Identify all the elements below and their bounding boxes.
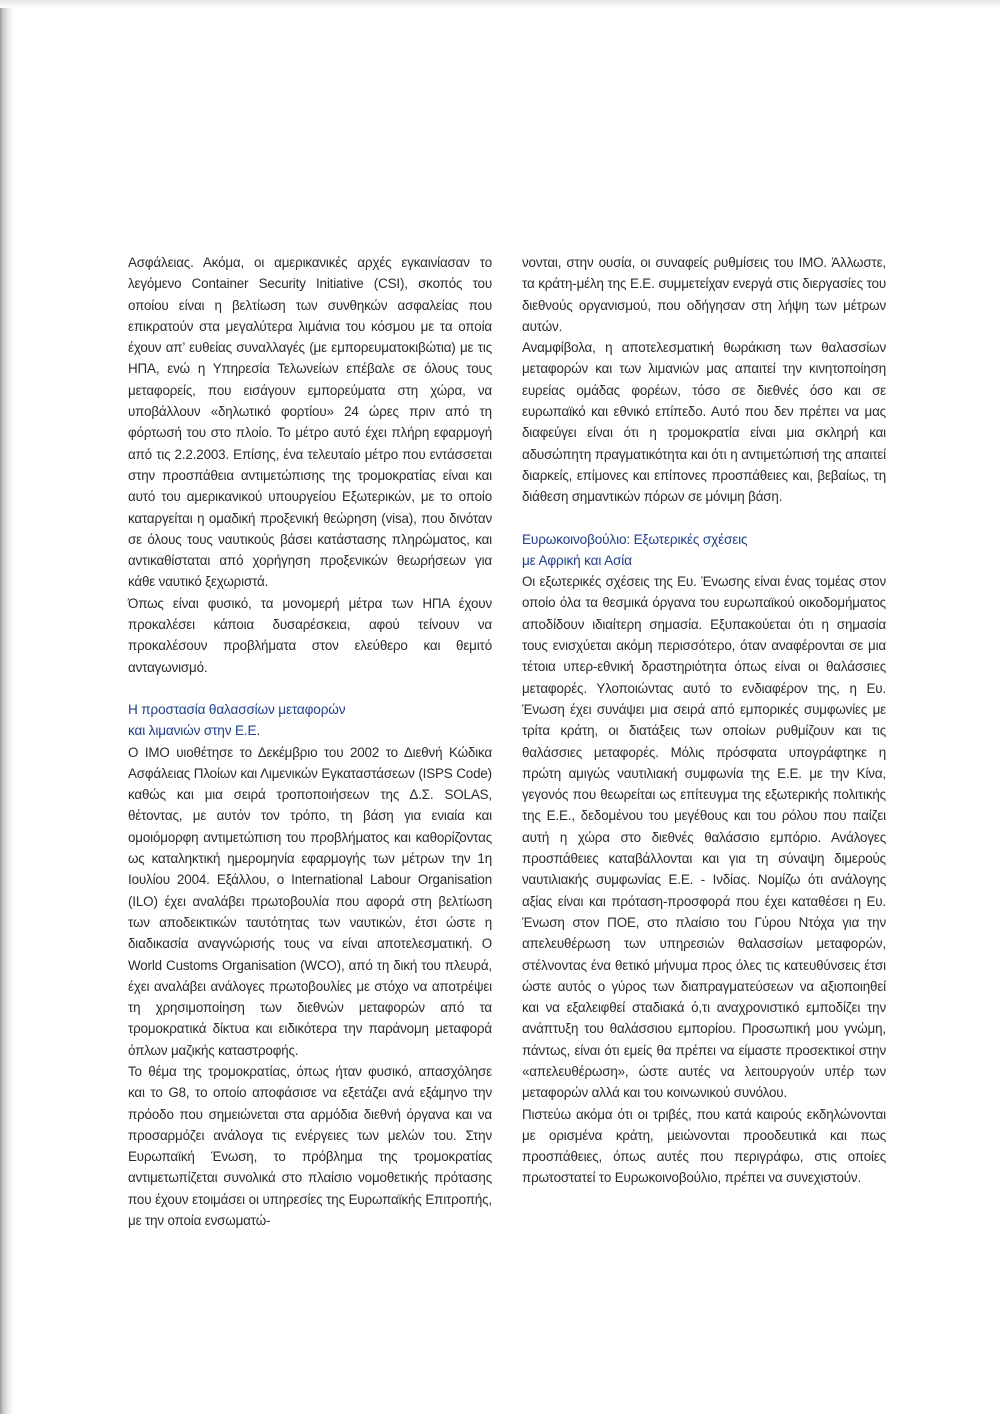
left-column — [128, 252, 492, 1231]
section-heading-line: και λιμανιών στην Ε.Ε. — [128, 723, 261, 739]
body-paragraph: Πιστεύω ακόμα ότι οι τριβές, που κατά καιρούς εκδηλώνονται με ορισμένα κράτη, μειώνονται προοδευτικά και πως προσπάθειες, όπως αυτές που περιγράφω, στις οποίες πρωτοστατεί το Ευρωκοινοβούλιο, πρέπει να συνεχιστούν. — [522, 1106, 886, 1186]
body-paragraph: νονται, στην ουσία, οι συναφείς ρυθμίσεις του ΙΜΟ. Άλλωστε, τα κράτη-μέλη της Ε.Ε. συμμετείχαν ενεργά στις διεργασίες του διεθνούς οργανισμού, που οδήγησαν στη λήψη των μέτρων αυτών. — [522, 255, 886, 334]
section-spacer — [128, 678, 492, 699]
body-paragraph: Όπως είναι φυσικό, τα μονομερή μέτρα των ΗΠΑ έχουν προκαλέσει κάποια δυσαρέσκεια, αφού τείνουν να προκαλέσουν προβλήματα στον ελεύθερο και θεμιτό ανταγωνισμό. — [128, 595, 492, 675]
body-paragraph: Αναμφίβολα, η αποτελεσματική θωράκιση των θαλασσίων μεταφορών και των λιμανιών μας απαιτεί την κινητοποίηση ευρείας ομάδας φορέων, τόσο σε διεθνές όσο και σε ευρωπαϊκό και εθνικό επίπεδο. Αυτό που δεν πρέπει να μας διαφεύγει είναι ότι η τρομοκρατία είναι μια σκληρή και αδυσώπητη πραγματικότητα και ότι η αντιμετώπισή της απαιτεί διαρκείς, επίμονες και επίπονες προσπάθειες και, βεβαίως, τη διάθεση σημαντικών πόρων σε μόνιμη βάση. — [522, 340, 886, 505]
body-paragraph: Ασφάλειας. Ακόμα, οι αμερικανικές αρχές εγκαινίασαν το λεγόμενο Container Security Initiative (CSI), σκοπός του οποίου είναι η βελτίωση των συνθηκών ασφαλείας που επικρατούν στα μεγαλύτερα λιμάνια του κόσμου με τα οποία έχουν απ’ ευθείας συναλλαγές (με εμπορευματοκιβώτια) με τις ΗΠΑ, ενώ η Υπηρεσία Τελωνείων επέβαλε σε όλους τους μεταφορείς, που εισάγουν εμπορεύματα στη χώρα, να υποβάλλουν «δηλωτικό φορτίου» 24 ώρες πριν από τη φόρτωσή του στο πλοίο. Το μέτρο αυτό έχει πλήρη εφαρμογή από τις 2.2.2003. Επίσης, ένα τελευταίο μέτρο που εντάσσεται στην προσπάθεια αντιμετώπισης της τρομοκρατίας είναι και αυτό του αμερικανικού υπουργείου Εξωτερικών, με το οποίο καταργείται η ομαδική προξενική θεώρηση (visa), που δινόταν σε όλους τους ναυτικούς βάσει κατάστασης πληρώματος, και αντικαθίσταται από χορήγηση προξενικών θεωρήσεων για κάθε ναυτικό ξεχωριστά. — [128, 255, 492, 590]
right-column — [522, 252, 886, 1189]
section-spacer — [522, 508, 886, 529]
scan-shadow-edge — [0, 0, 14, 1414]
body-paragraph: Οι εξωτερικές σχέσεις της Ευ. Ένωσης είναι ένας τομέας στον οποίο όλα τα θεσμικά όργανα του ευρωπαϊκού οικοδομήματος αποδίδουν ιδιαίτερη σημασία. Εξυπακούεται ότι η σημασία τους ενισχύεται ακόμη περισσότερο, όταν αναφέρονται σε μια τέτοια υπερ-εθνική δραστηριότητα όπως είναι οι θαλάσσιες μεταφορές. Υλοποιώντας αυτό το ενδιαφέρον της, η Ευ. Ένωση έχει συνάψει μια σειρά από εμπορικές συμφωνίες με τρίτα κράτη, οι διατάξεις των οποίων ρυθμίζουν και τις θαλάσσιες μεταφορές. Μόλις πρόσφατα υπογράφτηκε η πρώτη αμιγώς ναυτιλιακή συμφωνία της Ε.Ε. με την Κίνα, γεγονός που θεωρείται ως επίτευγμα της εξωτερικής πολιτικής της Ε.Ε., δεδομένου του μεγέθους και του ρόλου που παίζει αυτή η χώρα στο διεθνές θαλάσσιο εμπόριο. Ανάλογες προσπάθειες καταβάλλονται και για τη σύναψη διμερούς ναυτιλιακής συμφωνίας Ε.Ε. - Ινδίας. Νομίζω ότι ανάλογης αξίας είναι και πρόταση-προσφορά που έχει καταθέσει η Ευ. Ένωση στον ΠΟΕ, στο πλαίσιο του Γύρου Ντόχα για την απελευθέρωση των υπηρεσιών θαλασσίων μεταφορών, στέλνοντας ένα θετικό μήνυμα προς όλες τις κατευθύνσεις έτσι ώστε αυτός ο γύρος των διαπραγματεύσεων να αξιοποιηθεί και να εξαλειφθεί σταδιακά ό,τι αναχρονιστικό εμποδίζει την ανάπτυξη του θαλάσσιου εμπορίου. Προσωπική μου γνώμη, πάντως, είναι ότι εμείς θα πρέπει να είμαστε προσεκτικοί στην «απελευθέρωση», ώστε αυτές να λειτουργούν υπέρ των μεταφορών αλλά και του κοινωνικού συνόλου. — [522, 574, 886, 1101]
body-paragraph: Το θέμα της τρομοκρατίας, όπως ήταν φυσικό, απασχόλησε και το G8, το οποίο αποφάσισε να εξετάζει ανά εξάμηνο την πρόοδο που σημειώνεται στα αρμόδια διεθνή όργανα και να προσαρμόζει ανάλογα τις ενέργειες των μελών του. Στην Ευρωπαϊκή Ένωση, το πρόβλημα της τρομοκρατίας αντιμετωπίζεται συνολικά στο πλαίσιο νομοθετικής πρότασης που έχουν ετοιμάσει οι υπηρεσίες της Ευρωπαϊκής Επιτροπής, με την οποία ενσωματώ- — [128, 1063, 492, 1229]
section-heading — [522, 529, 886, 572]
section-heading-line: Ευρωκοινοβούλιο: Εξωτερικές σχέσεις — [522, 531, 748, 547]
body-paragraph: Ο ΙΜΟ υιοθέτησε το Δεκέμβριο του 2002 το Διεθνή Κώδικα Ασφάλειας Πλοίων και Λιμενικών Εγκαταστάσεων (ISPS Code) καθώς και μια σειρά τροποποιήσεων της Δ.Σ. SOLAS, θέτοντας, με αυτόν τον τρόπο, τη βάση για ενιαία και ομοιόμορφη αντιμετώπιση του προβλήματος και καθορίζοντας ως καταληκτική ημερομηνία εφαρμογής των μέτρων την 1η Ιουλίου 2004. Εξάλλου, ο International Labour Organisation (ILO) έχει αναλάβει πρωτοβουλία που αφορά στη βελτίωση των αποδεικτικών ταυτότητας των ναυτικών, έτσι ώστε η διαδικασία αναγνώρισής τους να είναι αποτελεσματική. Ο World Customs Organisation (WCO), από τη δική του πλευρά, έχει αναλάβει ανάλογες πρωτοβουλίες με στόχο να αποτρέψει τη χρησιμοποίηση των διεθνών μεταφορών από τα τρομοκρατικά δίκτυα και ειδικότερα την παράνομη μεταφορά όπλων μαζικής καταστροφής. — [128, 744, 492, 1058]
section-heading — [128, 699, 492, 742]
scan-shadow-top — [0, 0, 1000, 8]
section-heading-line: με Αφρική και Ασία — [522, 552, 632, 568]
section-heading-line: Η προστασία θαλασσίων μεταφορών — [128, 701, 346, 717]
